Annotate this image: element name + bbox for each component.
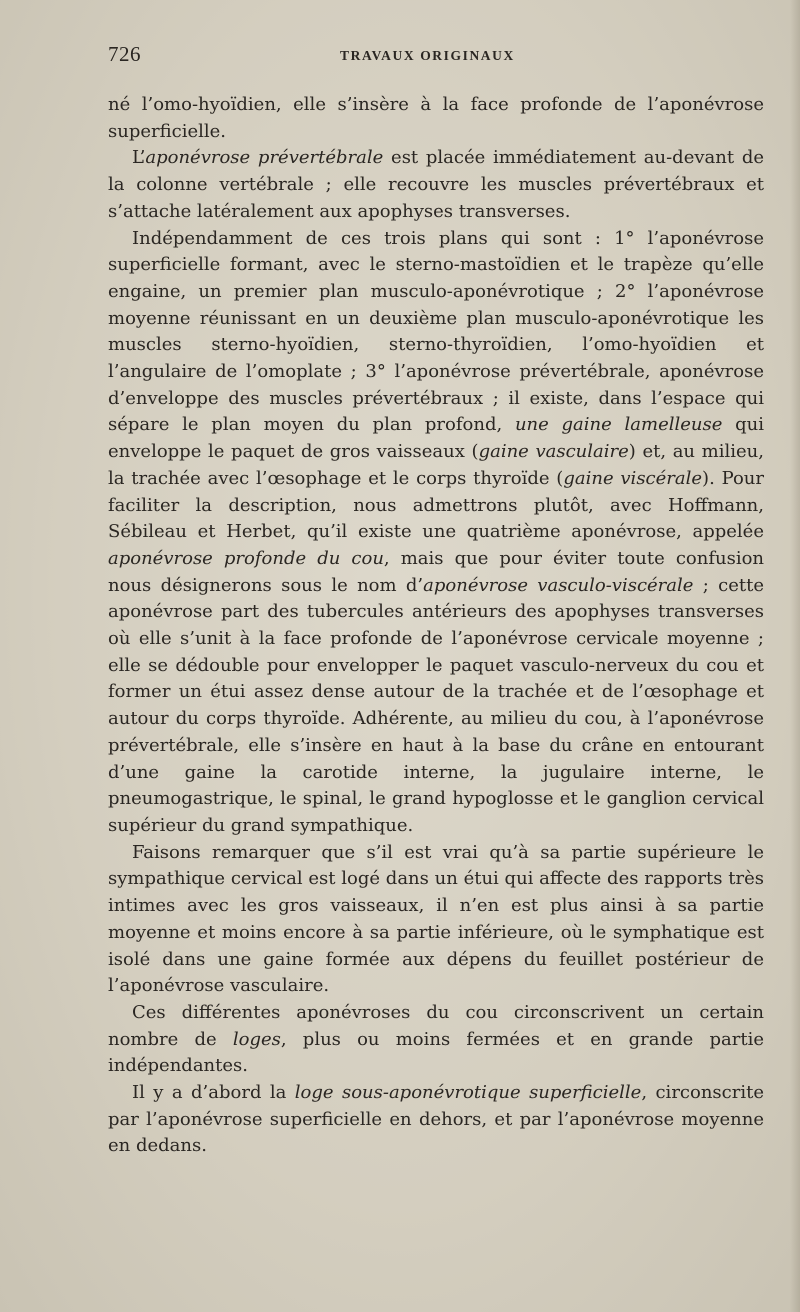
italic-term: aponévrose profonde du cou xyxy=(108,547,384,569)
text-span: Faisons remarquer que s’il est vrai qu’à sa partie supérieure le sympathique cervical est logé dans un étui qui affecte des rapports très intimes avec les gros vaisseaux, il n’en est plus ainsi à sa partie moyenne et moins encore à sa partie inférieure, où le symphatique est isolé dans une gaine formée aux dépens du feuillet postérieur de l’aponévrose vasculaire. xyxy=(108,841,764,997)
paragraph xyxy=(108,92,764,145)
text-span: né l’omo-hyoïdien, elle s’insère à la face profonde de l’aponévrose superficielle. xyxy=(108,94,764,142)
text-span: qui enveloppe le paquet de gros vaisseaux ( xyxy=(108,414,764,463)
italic-term: gaine viscérale xyxy=(563,467,703,489)
text-span: est placée immédiatement au-devant de la colonne vertébrale ; elle recouvre les muscles prévertébraux et s’attache latéralement aux apophyses transverses. xyxy=(108,147,764,222)
paragraph xyxy=(108,226,764,840)
text-span: ) et, au milieu, la trachée avec l’œsophage et le corps thyroïde ( xyxy=(108,441,764,489)
body-text xyxy=(108,92,764,1160)
text-span: Indépendamment de ces trois plans qui sont : 1° l’aponévrose superficielle formant, avec le sterno-mastoïdien et le trapèze qu’elle engaine, un premier plan musculo-aponévrotique ; 2° l’aponévrose moyenne réunissant en un deuxième plan musculo-aponévrotique les muscles sterno-hyoïdien, sterno-thyroïdien, l’omo-hyoïdien et l’angulaire de l’omoplate ; 3° l’aponévrose prévertébrale, aponévrose d’enveloppe des muscles prévertébraux ; il existe, dans l’espace qui sépare le plan moyen du plan profond, xyxy=(108,227,764,436)
italic-term: gaine vasculaire xyxy=(478,441,629,463)
paragraph xyxy=(108,145,764,225)
text-span: L’ xyxy=(132,147,146,169)
page-number: 726 xyxy=(108,42,141,66)
italic-term: une gaine lamelleuse xyxy=(514,414,723,436)
text-span: ). Pour faciliter la description, nous admettrons plutôt, avec Hoffmann, Sébileau et Herbet, qu’il existe une quatrième aponévrose, appelée xyxy=(108,467,764,543)
text-span: ; cette aponévrose part des tubercules antérieurs des apophyses transverses où elle s’unit à la face profonde de l’aponévrose cervicale moyenne ; elle se dédouble pour envelopper le paquet vasculo-nerveux du cou et former un étui assez dense autour de la trachée et de l’œsophage et autour du corps thyroïde. Adhérente, au milieu du cou, à l’aponévrose prévertébrale, elle s’insère en haut à la base du crâne en entourant d’une gaine la carotide interne, la jugulaire interne, le pneumogastrique, le spinal, le grand hypoglosse et le ganglion cervical supérieur du grand sympathique. xyxy=(108,574,764,836)
italic-term: loges xyxy=(232,1028,281,1050)
text-span: Il y a d’abord la xyxy=(132,1082,295,1104)
page-header xyxy=(108,42,760,72)
italic-term: loge sous-aponévrotique superficielle xyxy=(294,1082,642,1104)
running-title: TRAVAUX ORIGINAUX xyxy=(340,48,515,63)
italic-term: aponévrose vasculo-viscérale xyxy=(423,574,694,596)
paragraph xyxy=(108,840,764,1000)
paragraph xyxy=(108,1000,764,1080)
text-span: Ces différentes aponévroses du cou circonscrivent un certain nombre de xyxy=(108,1001,764,1050)
text-span: , mais que pour éviter toute confusion nous désignerons sous le nom d’ xyxy=(108,547,765,596)
page-edge-shadow xyxy=(790,0,800,1312)
text-span: , circonscrite par l’aponévrose superficielle en dehors, et par l’aponévrose moyenne en dedans. xyxy=(108,1082,764,1157)
italic-term: aponévrose prévertébrale xyxy=(145,147,384,169)
text-span: , plus ou moins fermées et en grande partie indépendantes. xyxy=(108,1028,764,1077)
paragraph xyxy=(108,1080,764,1160)
